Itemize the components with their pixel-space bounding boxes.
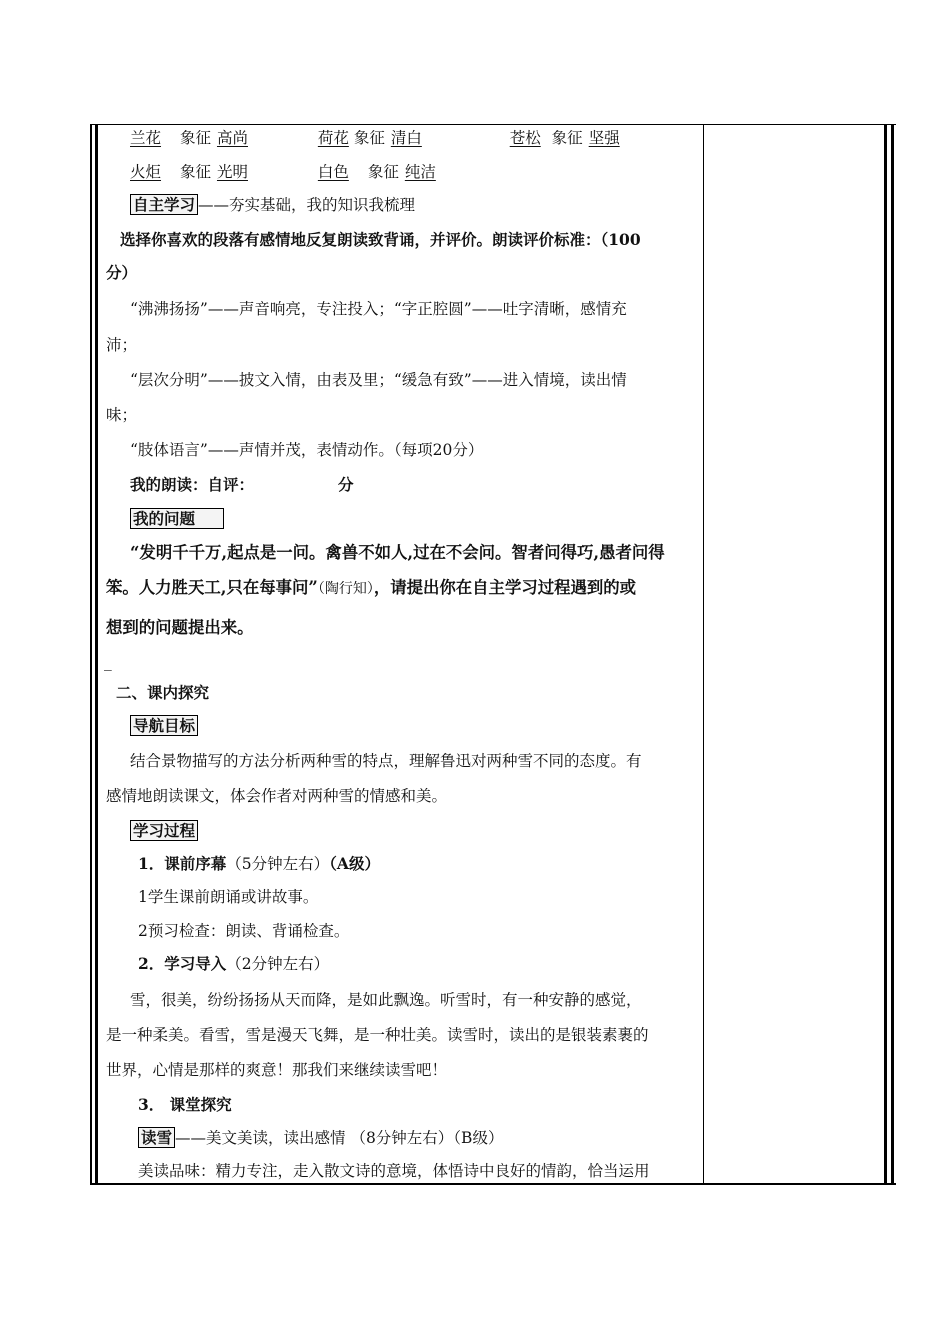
process-heading [130,821,198,841]
quote-line-2: 笨。人力胜天工,只在每事问”（陶行知），请提出你在自主学习过程遇到的或 [106,578,637,597]
criteria-2: “层次分明”——披文入情，由表及里；“缓急有致”——进入情境，读出情 [130,371,627,389]
step-2-text-end: 世界，心情是那样的爽意！那我们来继续读雪吧！ [106,1061,448,1079]
nav-target-label: 导航目标 [130,715,198,736]
worksheet-content [104,124,700,1183]
self-study-heading: 自主学习 ——夯实基础，我的知识我梳理 [130,195,415,215]
symbol-meaning: 清白 [390,129,422,147]
criteria-2-cont: 味； [106,406,138,424]
read-snow-text: 美读品味：精力专注，走入散文诗的意境，体悟诗中良好的情韵，恰当运用 [138,1162,650,1180]
my-question-heading [130,509,224,529]
symbol-term: 火炬 [130,163,162,181]
criteria-3: “肢体语言”——声情并茂，表情动作。（每项20分） [130,441,484,459]
symbol-meaning: 纯洁 [404,163,436,181]
step-2-text: 雪，很美，纷纷扬扬从天而降，是如此飘逸。听雪时，有一种安静的感觉， [130,991,642,1009]
symbols-row-2: 火炬 象征 光明 白色 象征 纯洁 [130,163,436,181]
table-bottom-border [90,1183,896,1185]
my-reading-score: 我的朗读：自评： 分 [130,475,354,494]
my-question-label: 我的问题 [130,508,224,529]
symbol-meaning: 坚强 [588,129,620,147]
symbols-row-1: 兰花 象征 高尚 荷花 象征 清白 苍松 象征 坚强 [130,129,620,147]
step-2-text-cont: 是一种柔美。看雪，雪是漫天飞舞，是一种壮美。读雪时，读出的是银装素裹的 [106,1026,649,1044]
table-left-border-inner [95,124,98,1185]
symbol-term: 兰花 [130,129,162,147]
stray-mark: _ [104,653,112,671]
symbol-term: 荷花 [317,129,349,147]
quote-line-1: “发明千千万,起点是一问。禽兽不如人,过在不会问。智者问得巧,愚者问得 [130,543,665,562]
self-study-label: 自主学习 [130,194,198,215]
nav-target-text-cont: 感情地朗读课文，体会作者对两种雪的情感和美。 [106,787,448,805]
quote-line-3: 想到的问题提出来。 [106,618,254,637]
step-1-heading: 1．课前序幕（5分钟左右）（A级） [138,854,380,873]
process-label: 学习过程 [130,820,198,841]
section-2-title: 二、课内探究 [116,683,210,702]
step-1-item-2: 2预习检查：朗读、背诵检查。 [138,922,350,940]
table-left-border-outer [90,124,92,1185]
criteria-1: “沸沸扬扬”——声音响亮，专注投入；“字正腔圆”——吐字清晰，感情充 [130,300,627,318]
table-right-border-outer [891,124,894,1185]
nav-target-text: 结合景物描写的方法分析两种雪的特点，理解鲁迅对两种雪不同的态度。有 [130,752,642,770]
column-divider [703,124,704,1185]
symbol-meaning: 光明 [216,163,248,181]
nav-target-heading [130,716,198,736]
symbol-meaning: 高尚 [216,129,248,147]
symbol-term: 苍松 [509,129,541,147]
step-2-heading: 2．学习导入（2分钟左右） [138,954,330,973]
self-study-instruction: 选择你喜欢的段落有感情地反复朗读致背诵，并评价。朗读评价标准：（100 [120,230,641,249]
read-snow-label: 读雪 [138,1127,175,1148]
self-study-instruction-cont: 分） [106,263,138,282]
symbol-term: 白色 [317,163,349,181]
read-snow-heading: 读雪 ——美文美读，读出感情 （8分钟左右）（B级） [138,1128,503,1148]
criteria-1-cont: 沛； [106,336,138,354]
step-1-item-1: 1学生课前朗诵或讲故事。 [138,888,319,906]
table-right-border-inner [884,124,887,1185]
step-3-heading: 3． 课堂探究 [138,1095,232,1114]
